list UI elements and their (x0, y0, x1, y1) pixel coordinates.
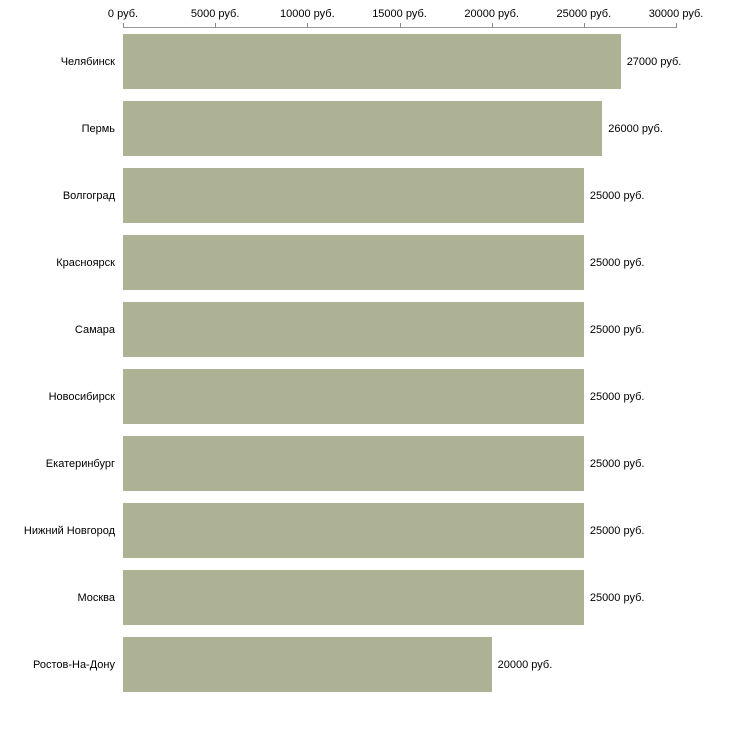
bar-value-label: 20000 руб. (497, 658, 553, 671)
bar-wrapper (123, 363, 584, 430)
bar[interactable] (123, 101, 602, 156)
bar-wrapper (123, 564, 584, 631)
bar-value-label: 25000 руб. (589, 457, 645, 470)
bar-wrapper (123, 430, 584, 497)
bar-wrapper (123, 162, 584, 229)
bar[interactable] (123, 369, 584, 424)
x-tick-label: 0 руб. (107, 8, 139, 20)
bar-value-label: 25000 руб. (589, 524, 645, 537)
x-tick-label: 5000 руб. (190, 8, 240, 20)
bar[interactable] (123, 168, 584, 223)
chart-row (0, 28, 730, 95)
chart-row (0, 363, 730, 430)
category-label: Нижний Новгород (23, 524, 115, 537)
bar-wrapper (123, 296, 584, 363)
plot-area (0, 28, 730, 718)
category-label: Пермь (81, 122, 115, 135)
x-axis (0, 0, 730, 28)
bar-wrapper (123, 497, 584, 564)
bar[interactable] (123, 570, 584, 625)
category-label: Самара (74, 323, 115, 336)
chart-row (0, 497, 730, 564)
chart-row (0, 162, 730, 229)
x-tick-label: 10000 руб. (280, 8, 335, 20)
category-label: Волгоград (62, 189, 115, 202)
chart-row (0, 430, 730, 497)
chart-row (0, 631, 730, 698)
x-tick-label: 25000 руб. (556, 8, 612, 20)
bar-value-label: 25000 руб. (589, 256, 645, 269)
x-tick-label: 30000 руб. (648, 8, 704, 20)
category-label: Ростов-На-Дону (32, 658, 115, 671)
bar[interactable] (123, 503, 584, 558)
bar-wrapper (123, 229, 584, 296)
bar[interactable] (123, 34, 621, 89)
chart-row (0, 296, 730, 363)
category-label: Новосибирск (48, 390, 115, 403)
chart-row (0, 95, 730, 162)
bar[interactable] (123, 436, 584, 491)
bar[interactable] (123, 302, 584, 357)
bar-value-label: 25000 руб. (589, 323, 645, 336)
bar-wrapper (123, 95, 602, 162)
x-tick-label: 15000 руб. (372, 8, 427, 20)
bar-wrapper (123, 28, 621, 95)
bar-value-label: 27000 руб. (626, 55, 682, 68)
bar-value-label: 25000 руб. (589, 189, 645, 202)
category-label: Москва (77, 591, 115, 604)
bar-value-label: 25000 руб. (589, 591, 645, 604)
chart-row (0, 564, 730, 631)
bar-value-label: 25000 руб. (589, 390, 645, 403)
bar-value-label: 26000 руб. (608, 122, 663, 135)
x-tick-label: 20000 руб. (464, 8, 519, 20)
category-label: Красноярск (56, 256, 115, 269)
category-label: Екатеринбург (45, 457, 115, 470)
category-label: Челябинск (60, 55, 115, 68)
bar[interactable] (123, 637, 492, 692)
bar-wrapper (123, 631, 492, 698)
chart-row (0, 229, 730, 296)
bar[interactable] (123, 235, 584, 290)
